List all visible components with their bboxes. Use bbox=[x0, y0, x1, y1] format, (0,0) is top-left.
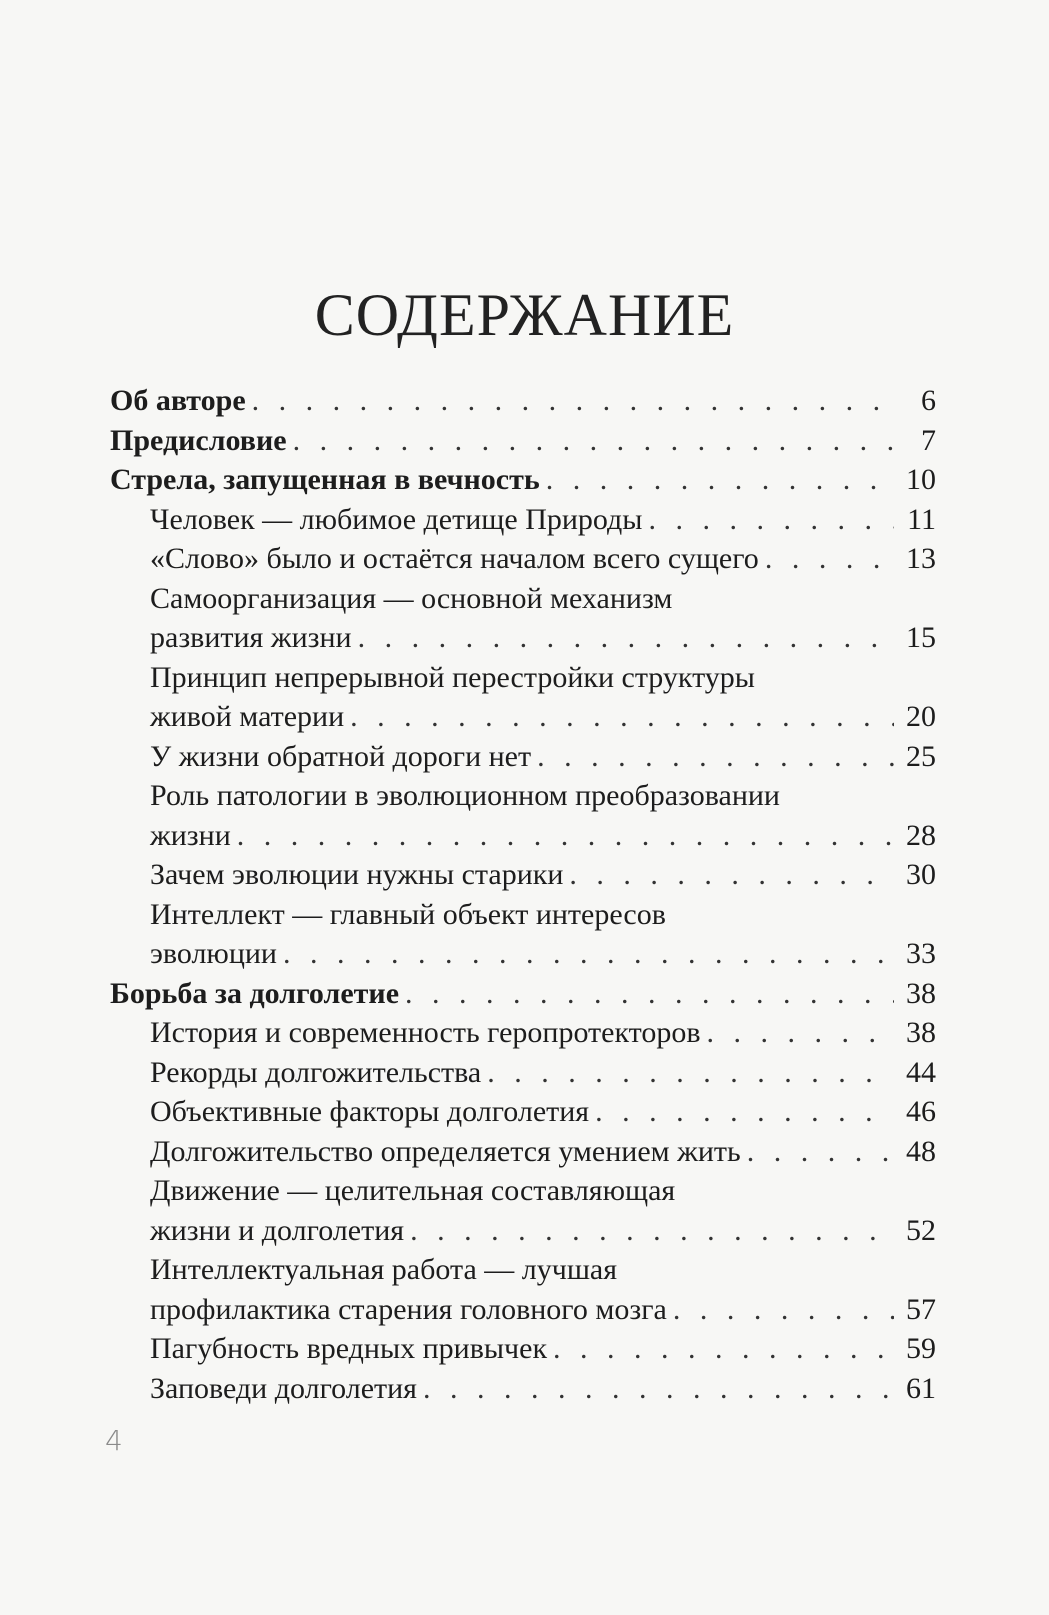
dot-leader bbox=[546, 460, 894, 500]
toc-entry-page-number: 7 bbox=[921, 423, 936, 457]
toc-entry-line bbox=[110, 381, 936, 421]
toc-entry-title: Предисловие bbox=[110, 423, 287, 457]
dot-leader bbox=[237, 816, 894, 856]
toc-entry-line bbox=[150, 737, 936, 777]
toc-entry-page-number: 46 bbox=[906, 1095, 936, 1128]
toc-entry-page-number: 13 bbox=[906, 542, 936, 575]
toc-entry-line bbox=[150, 500, 936, 540]
toc-entry-page-number: 44 bbox=[906, 1055, 936, 1089]
toc-entry bbox=[110, 421, 936, 461]
dot-leader bbox=[487, 1053, 894, 1093]
toc-entry-page-number: 38 bbox=[906, 976, 936, 1010]
toc-entry bbox=[110, 974, 936, 1014]
toc-entry-title-line: Принцип непрерывной перестройки структуры bbox=[150, 660, 755, 694]
toc-entry-title: «Слово» было и остаётся началом всего сущего bbox=[150, 542, 759, 575]
dot-leader bbox=[765, 539, 894, 579]
toc-entry-line bbox=[110, 460, 936, 500]
toc-entry-line bbox=[150, 1290, 936, 1330]
toc-entry bbox=[110, 895, 936, 974]
toc-entry-title: Человек — любимое детище Природы bbox=[150, 502, 643, 536]
page-number: 4 bbox=[105, 1424, 123, 1457]
dot-leader bbox=[358, 618, 894, 658]
dot-leader bbox=[747, 1132, 894, 1172]
toc-entry-title: История и современность геропротекторов bbox=[150, 1016, 701, 1049]
dot-leader bbox=[707, 1013, 894, 1053]
toc-entry bbox=[110, 1132, 936, 1172]
dot-leader bbox=[350, 697, 894, 737]
toc-entry-page-number: 20 bbox=[906, 700, 936, 733]
toc-entry bbox=[110, 381, 936, 421]
toc-entry-line bbox=[150, 1092, 936, 1132]
toc-entry-title: Борьба за долголетие bbox=[110, 976, 400, 1010]
toc-entry-page-number: 11 bbox=[907, 502, 936, 536]
toc-entry-title: Стрела, запущенная в вечность bbox=[110, 463, 540, 496]
dot-leader bbox=[252, 381, 894, 421]
toc-entry-page-number: 57 bbox=[906, 1292, 936, 1326]
toc-entry-line bbox=[150, 1053, 936, 1093]
toc-entry-page-number: 59 bbox=[906, 1332, 936, 1365]
toc-entry bbox=[110, 1369, 936, 1409]
toc-entry-line bbox=[150, 618, 936, 658]
toc-entry-line bbox=[150, 697, 936, 737]
toc-entry bbox=[110, 579, 936, 658]
toc-entry-title: Заповеди долголетия bbox=[150, 1371, 417, 1405]
toc-entry-page-number: 25 bbox=[906, 739, 936, 773]
toc-entry-title: Об авторе bbox=[110, 384, 246, 417]
toc-entry-title: профилактика старения головного мозга bbox=[150, 1292, 667, 1326]
toc-entry bbox=[110, 855, 936, 895]
toc-entry-title-line: Самоорганизация — основной механизм bbox=[150, 581, 673, 615]
toc-entry-line bbox=[150, 1329, 936, 1369]
toc-entry-page-number: 10 bbox=[906, 463, 936, 496]
table-of-contents bbox=[110, 381, 936, 1408]
toc-entry-line bbox=[150, 1132, 936, 1172]
toc-entry bbox=[110, 500, 936, 540]
dot-leader bbox=[423, 1369, 894, 1409]
toc-entry-line bbox=[150, 1369, 936, 1409]
toc-entry-title-line: Интеллект — главный объект интересов bbox=[150, 897, 666, 931]
toc-entry bbox=[110, 1013, 936, 1053]
toc-entry-title: жизни и долголетия bbox=[150, 1213, 405, 1247]
dot-leader bbox=[553, 1329, 894, 1369]
toc-entry-title: Рекорды долгожительства bbox=[150, 1055, 482, 1089]
toc-entry bbox=[110, 1171, 936, 1250]
toc-entry-page-number: 61 bbox=[906, 1371, 936, 1405]
toc-entry-title-line: Роль патологии в эволюционном преобразовании bbox=[150, 779, 780, 812]
toc-entry-line bbox=[150, 1211, 936, 1251]
toc-entry bbox=[110, 1329, 936, 1369]
dot-leader bbox=[648, 500, 894, 540]
toc-entry-title: развития жизни bbox=[150, 621, 352, 654]
toc-entry-page-number: 15 bbox=[906, 621, 936, 654]
toc-entry-title: Объективные факторы долголетия bbox=[150, 1095, 590, 1128]
toc-entry bbox=[110, 539, 936, 579]
toc-entry-page-number: 33 bbox=[906, 937, 936, 970]
toc-entry-title: Пагубность вредных привычек bbox=[150, 1332, 548, 1365]
toc-entry-page-number: 30 bbox=[906, 858, 936, 891]
toc-entry-title-line: Интеллектуальная работа — лучшая bbox=[150, 1253, 618, 1286]
dot-leader bbox=[673, 1290, 894, 1330]
toc-entry-page-number: 52 bbox=[906, 1213, 936, 1247]
toc-entry-title: жизни bbox=[150, 818, 231, 852]
dot-leader bbox=[405, 974, 894, 1014]
dot-leader bbox=[537, 737, 894, 777]
toc-entry-line bbox=[110, 421, 936, 461]
toc-entry bbox=[110, 1053, 936, 1093]
toc-entry-line bbox=[150, 1013, 936, 1053]
toc-entry-title: эволюции bbox=[150, 937, 277, 970]
toc-entry-line bbox=[150, 816, 936, 856]
toc-entry-title: Долгожительство определяется умением жить bbox=[150, 1134, 741, 1168]
toc-entry-title: У жизни обратной дороги нет bbox=[150, 739, 532, 773]
dot-leader bbox=[595, 1092, 894, 1132]
toc-entry bbox=[110, 776, 936, 855]
toc-entry bbox=[110, 737, 936, 777]
toc-entry-page-number: 28 bbox=[906, 818, 936, 852]
toc-entry bbox=[110, 460, 936, 500]
toc-entry bbox=[110, 1092, 936, 1132]
toc-entry-page-number: 38 bbox=[906, 1016, 936, 1049]
toc-entry-title: живой материи bbox=[150, 700, 345, 733]
dot-leader bbox=[293, 421, 894, 461]
dot-leader bbox=[569, 855, 894, 895]
toc-entry-line bbox=[150, 855, 936, 895]
toc-entry bbox=[110, 1250, 936, 1329]
toc-entry-title: Зачем эволюции нужны старики bbox=[150, 858, 564, 891]
toc-entry-page-number: 6 bbox=[921, 384, 936, 417]
toc-entry-line bbox=[150, 934, 936, 974]
toc-entry-title-line: Движение — целительная составляющая bbox=[150, 1174, 676, 1207]
toc-entry-line bbox=[150, 539, 936, 579]
toc-entry-line bbox=[110, 974, 936, 1014]
page-title: СОДЕРЖАНИЕ bbox=[314, 282, 735, 348]
toc-entry bbox=[110, 658, 936, 737]
dot-leader bbox=[410, 1211, 894, 1251]
dot-leader bbox=[283, 934, 894, 974]
toc-entry-page-number: 48 bbox=[906, 1134, 936, 1168]
